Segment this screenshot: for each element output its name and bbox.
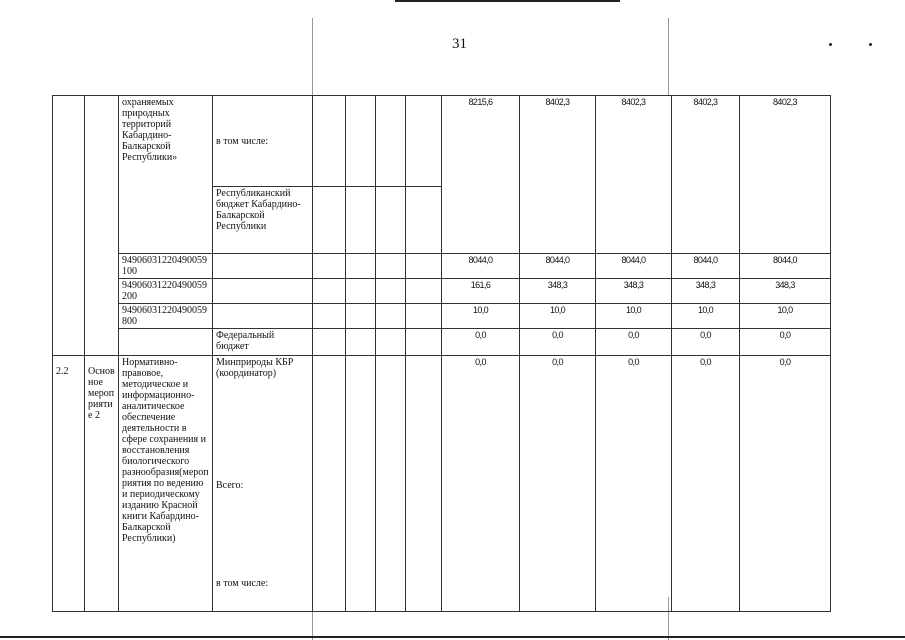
value-cell: 8402,3 [596,96,672,254]
budget-code-cell: 94906031220490059800 [119,304,213,329]
cell-empty [346,254,376,279]
value-cell: 10,0 [740,304,831,329]
value-cell: 8402,3 [740,96,831,254]
cell-empty [313,329,346,356]
cell-empty [313,304,346,329]
cell-empty [406,96,442,187]
cell-empty [406,356,442,612]
cell-empty [346,96,376,187]
cell-empty [406,304,442,329]
event-name-cell: охраняемых природных территорий Кабардино-Балкарской Республики» [119,96,213,254]
cell-empty [119,329,213,356]
table-row [53,304,831,329]
table-row [53,329,831,356]
value-cell: 8044,0 [672,254,740,279]
value-cell: 0,0 [596,329,672,356]
event-name-cell: Нормативно-правовое, методическое и информационно-аналитическое обеспечение деятельности в сфере сохранения и восстановления биологического разнообразия(мероприятия по ведению и периодическому изданию Красной книги Кабардино-Балкарской Республики) [119,356,213,612]
value-cell: 0,0 [442,329,520,356]
value-cell: 0,0 [520,356,596,612]
value-cell: 161,6 [442,279,520,304]
value-cell: 0,0 [596,356,672,612]
scan-fold-line [312,18,313,96]
cell-empty [313,254,346,279]
value-cell: 0,0 [672,329,740,356]
funding-source-cell [213,356,313,612]
cell-empty [346,304,376,329]
cell-empty [346,187,376,254]
row-number-cell: 2.2 [53,356,85,612]
scan-fold-line [668,18,669,96]
cell-empty [376,187,406,254]
funding-source-cell: Федеральный бюджет [213,329,313,356]
value-cell: 8215,6 [442,96,520,254]
value-cell: 10,0 [520,304,596,329]
cell-empty [406,329,442,356]
funding-source-cell: в том числе: [213,96,313,187]
value-cell: 0,0 [520,329,596,356]
value-cell: 8044,0 [520,254,596,279]
value-cell: 0,0 [672,356,740,612]
cell-empty [376,356,406,612]
table-row [53,356,831,612]
table-row [53,279,831,304]
top-edge-line [395,0,620,2]
value-cell: 0,0 [740,329,831,356]
cell-empty [346,329,376,356]
cell-empty [313,279,346,304]
value-cell: 348,3 [520,279,596,304]
cell-empty [85,96,119,356]
cell-empty [376,96,406,187]
table-row [53,96,831,187]
event-type-cell: Основное мероприятие 2 [85,356,119,612]
cell-empty [376,329,406,356]
value-cell: 348,3 [596,279,672,304]
scan-dot [869,43,872,46]
value-cell: 10,0 [442,304,520,329]
cell-empty [213,304,313,329]
bottom-edge-line [0,636,905,638]
cell-empty [346,279,376,304]
page-number: 31 [452,36,467,52]
value-cell: 0,0 [740,356,831,612]
cell-empty [406,254,442,279]
cell-empty [313,96,346,187]
cell-empty [213,279,313,304]
cell-empty [313,187,346,254]
value-cell: 8402,3 [520,96,596,254]
cell-empty [376,254,406,279]
budget-code-cell: 94906031220490059100 [119,254,213,279]
value-cell: 10,0 [672,304,740,329]
total-label: Всего: [216,480,244,491]
budget-code-cell: 94906031220490059200 [119,279,213,304]
cell-empty [213,254,313,279]
cell-empty [53,96,85,356]
cell-empty [376,279,406,304]
cell-empty [406,187,442,254]
cell-empty [313,356,346,612]
budget-table [52,95,831,612]
cell-empty [376,304,406,329]
table-row [53,254,831,279]
including-label: в том числе: [216,578,269,589]
scan-dot [829,43,832,46]
coordinator-label: Минприроды КБР (координатор) [216,357,294,379]
value-cell: 8044,0 [442,254,520,279]
value-cell: 8402,3 [672,96,740,254]
funding-source-cell: Республиканский бюджет Кабардино-Балкарской Республики [213,187,313,254]
value-cell: 348,3 [740,279,831,304]
value-cell: 8044,0 [596,254,672,279]
value-cell: 0,0 [442,356,520,612]
cell-empty [406,279,442,304]
cell-empty [346,356,376,612]
value-cell: 10,0 [596,304,672,329]
value-cell: 8044,0 [740,254,831,279]
value-cell: 348,3 [672,279,740,304]
